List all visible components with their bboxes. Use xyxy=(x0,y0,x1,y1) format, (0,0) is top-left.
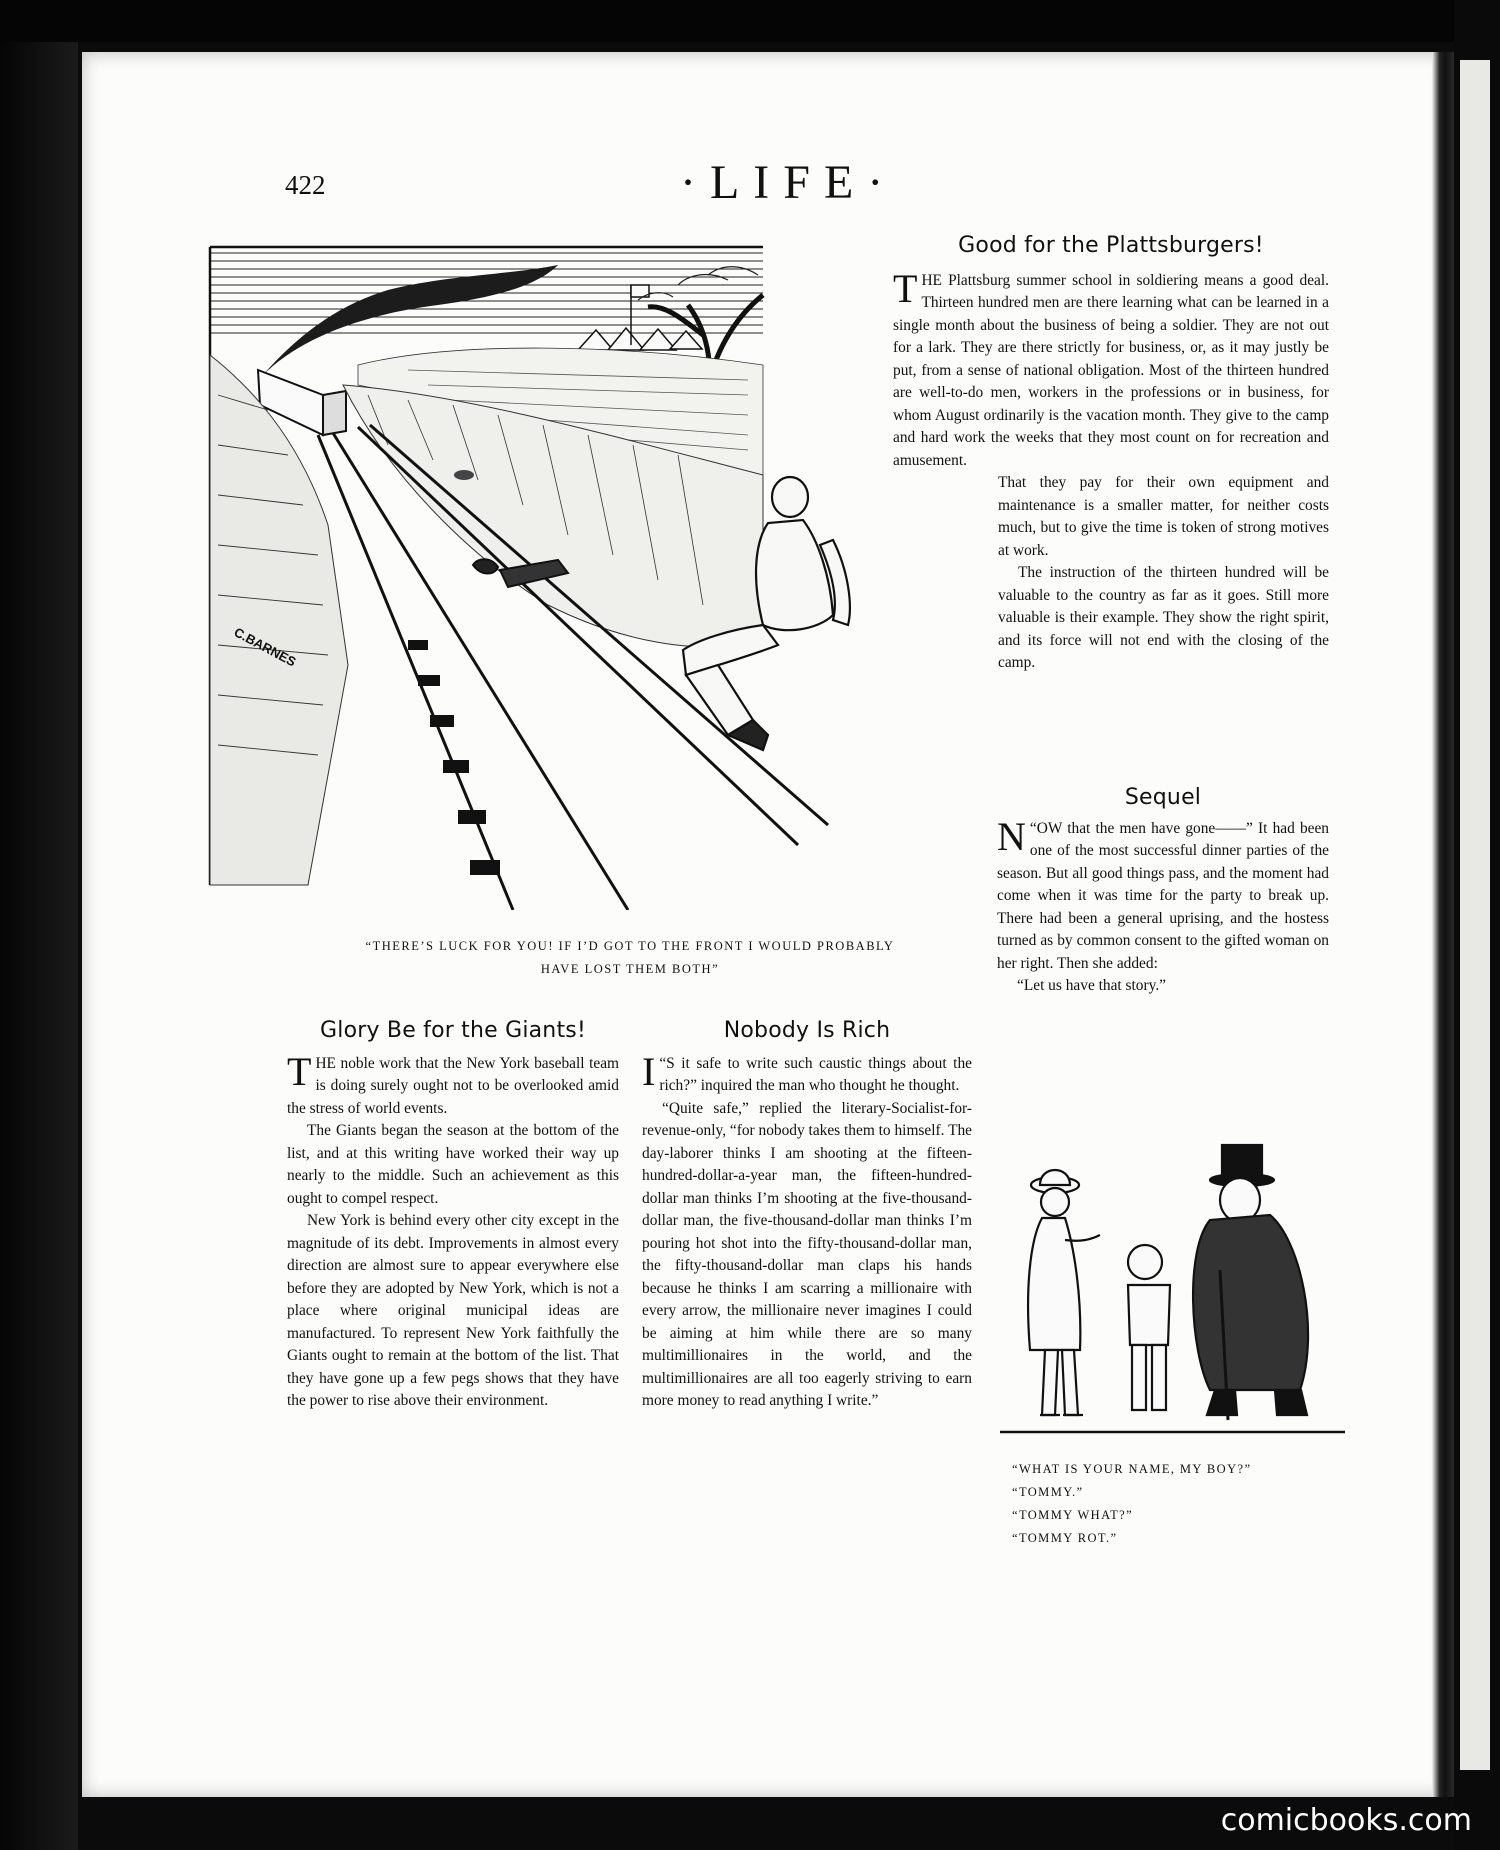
caption-line-1: “WHAT IS YOUR NAME, MY BOY?” xyxy=(1012,1462,1252,1476)
artist-signature: C.BARNES xyxy=(231,624,299,670)
scan-edge-right xyxy=(1454,0,1500,1850)
article-paragraph: “Let us have that story.” xyxy=(1017,977,1167,994)
article-title: Sequel xyxy=(1124,785,1202,810)
illustration-caption xyxy=(320,935,940,981)
article-paragraph: “Quite safe,” replied the literary-Socialist-for-revenue-only, “for nobody takes them to himself. The day-laborer thinks I am shooting at the fifteen-hundred-dollar-a-year man, the fifteen-hundred-dollar man thinks I’m shooting at the five-thousand-dollar man, the five-thousand-dollar man thinks I’m pouring hot shot into the fifty-thousand-dollar man, the fifty-thousand-dollar man claps his hands because he thinks I am scarring a millionaire with every arrow, the millionaire never imagines I could be aiming at him while there are so many multimillionaires in the world, and the multimillionaires are all too eagerly striving to earn more money to read anything I write.” xyxy=(642,1099,972,1409)
masthead-title: ·LIFE· xyxy=(680,156,898,209)
article-nobody-is-rich: Nobody Is Rich “ I S it safe to write such caustic things about the rich?” inquired the man who thought he thought. “Quite safe,” replied the literary-Socialist-for-revenue-only, “for nobody takes them to himself. The day-laborer thinks I am shooting at the fifteen-hundred-dollar-a-year man, the fifteen-hundred-dollar man thinks I’m shooting at the five-thousand-dollar man, the five-thousand-dollar man thinks I’m pouring hot shot into the fifty-thousand-dollar man, the fifty-thousand-dollar man claps his hands because he thinks I am scarring a millionaire with every arrow, the millionaire never imagines I could be aiming at him while there are so many multimillionaires in the world, and the multimillionaires are all too eagerly striving to earn more money to read anything I write.” xyxy=(642,1020,972,1413)
caption-line-2: “TOMMY.” xyxy=(1012,1485,1084,1499)
drop-cap: T xyxy=(893,265,918,311)
drop-cap: T xyxy=(287,1048,312,1094)
scan-edge-left xyxy=(0,0,78,1850)
article-title: Good for the Plattsburgers! xyxy=(958,233,1264,258)
tommy-cartoon xyxy=(1000,1090,1345,1435)
caption-line-3: “TOMMY WHAT?” xyxy=(1012,1508,1134,1522)
caption-line-4: “TOMMY ROT.” xyxy=(1012,1531,1118,1545)
article-title: Nobody Is Rich xyxy=(723,1018,891,1043)
article-paragraph: OW that the men have gone——” It had been one of the most successful dinner parties of the season. But all good things pass, and the moment had come when it was time for the party to break up. There had been a general uprising, and the hostess turned as by common consent to the gifted woman on her right. Then she added: xyxy=(997,819,1329,972)
tommy-cartoon-caption xyxy=(1012,1458,1251,1550)
article-sequel: Sequel “ N OW that the men have gone——” It had been one of the most successful dinner parties of the season. But all good things pass, and the moment had come when it was time for the party to break up. There had been a general uprising, and the hostess turned as by common consent to the gifted woman on her right. Then she added: “Let us have that story.” xyxy=(997,787,1329,998)
article-paragraph: New York is behind every other city except in the magnitude of its debt. Improvements in almost every direction are almost sure to appear everywhere else before they are adopted by New York, which is not a place where original municipal ideas are manufactured. To represent New York faithfully the Giants ought to remain at the bottom of the list. That they have gone up a few pegs shows that they have the power to rise above their environment. xyxy=(287,1212,619,1409)
article-title: Glory Be for the Giants! xyxy=(320,1018,586,1043)
page-number: 422 xyxy=(285,170,326,200)
scan-edge-top xyxy=(0,0,1500,42)
caption-line-1: “THERE’S LUCK FOR YOU! IF I’D GOT TO THE FRONT I WOULD PROBABLY xyxy=(365,939,895,953)
article-paragraph: S it safe to write such caustic things about the rich?” inquired the man who thought he thought. xyxy=(659,1054,972,1094)
page-binding xyxy=(1432,52,1454,1797)
article-paragraph: That they pay for their own equipment and maintenance is a smaller matter, for neither costs much, but to give the time is token of strong motives at work. xyxy=(998,474,1329,559)
article-paragraph: The instruction of the thirteen hundred will be valuable to the country as far as it goes. Still more valuable is their example. They show the right spirit, and its force will not end with the closing of the camp. xyxy=(998,564,1329,671)
railroad-illustration xyxy=(208,245,868,910)
drop-cap: N xyxy=(997,813,1026,859)
article-paragraph: HE noble work that the New York baseball team is doing surely ought not to be overlooked amid the stress of world events. xyxy=(287,1054,619,1117)
caption-line-2: HAVE LOST THEM BOTH” xyxy=(540,962,720,976)
site-watermark: comicbooks.com xyxy=(1220,1803,1472,1838)
article-paragraph: HE Plattsburg summer school in soldiering means a good deal. Thirteen hundred men are there learning what can be learned in a single month about the business of being a soldier. They are not out for a lark. They are there strictly for business, or, as it may justly be put, from a sense of national obligation. Most of the thirteen hundred are well-to-do men, workers in the professions or in business, for whom August ordinarily is the vacation month. They give to the camp and hard work the weeks that they most count on for recreation and amusement. xyxy=(893,271,1329,469)
article-giants xyxy=(287,1020,619,1413)
article-paragraph: The Giants began the season at the bottom of the list, and at this writing have worked their way up nearly to the middle. Such an achievement as this ought to compel respect. xyxy=(287,1122,619,1207)
article-plattsburg xyxy=(893,235,1329,675)
drop-cap: I xyxy=(642,1048,656,1094)
